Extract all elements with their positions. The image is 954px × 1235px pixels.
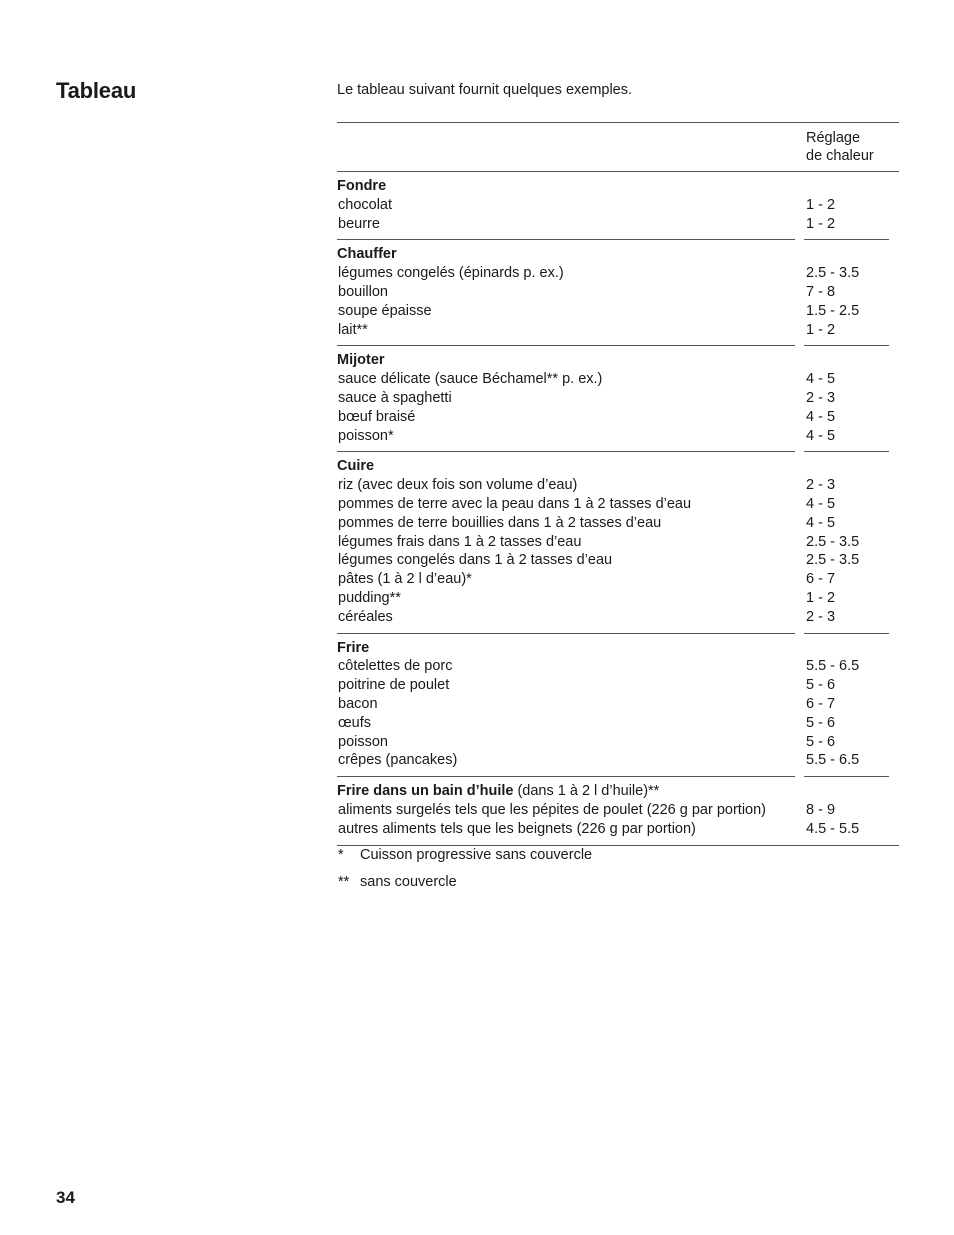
group-title: Fondre [337, 178, 387, 194]
food-item: aliments surgelés tels que les pépites de poulet (226 g par portion) [338, 801, 767, 818]
table-row [337, 533, 899, 552]
table-row [337, 389, 899, 408]
table-row [337, 283, 899, 302]
food-item: beurre [338, 215, 380, 232]
heat-setting-value: 5 - 6 [806, 677, 836, 694]
heat-setting-value: 5 - 6 [806, 714, 836, 731]
table-group [337, 346, 899, 451]
heat-setting-value: 2.5 - 3.5 [806, 533, 860, 550]
table-row [337, 657, 899, 676]
food-item: légumes congelés dans 1 à 2 tasses d’eau [338, 552, 613, 569]
heat-setting-value: 4 - 5 [806, 514, 836, 531]
group-title: Chauffer [337, 246, 397, 263]
heat-setting-value: 4 - 5 [806, 408, 836, 425]
food-item: côtelettes de porc [338, 658, 453, 675]
group-heading [337, 782, 899, 801]
table-group [337, 634, 899, 777]
table-row [337, 427, 899, 446]
table-row [337, 751, 899, 770]
table-row [337, 264, 899, 283]
group-title: Frire [337, 639, 370, 656]
food-item: autres aliments tels que les beignets (226 g par portion) [338, 820, 696, 837]
heat-setting-value: 5.5 - 6.5 [806, 752, 860, 769]
heat-setting-value: 2 - 3 [806, 389, 836, 406]
heat-setting-value: 2.5 - 3.5 [806, 265, 860, 282]
heat-setting-value: 4.5 - 5.5 [806, 820, 860, 837]
heat-setting-value: 2.5 - 3.5 [806, 552, 860, 569]
table-row [337, 608, 899, 627]
food-item: poisson [338, 733, 388, 750]
header-line-2: de chaleur [806, 148, 874, 164]
table-row [337, 476, 899, 495]
table-body [337, 172, 899, 846]
food-item: chocolat [338, 196, 393, 213]
intro-text: Le tableau suivant fournit quelques exemples. [337, 82, 633, 98]
heat-setting-value: 8 - 9 [806, 801, 836, 818]
food-item: pommes de terre avec la peau dans 1 à 2 tasses d’eau [338, 495, 692, 512]
table-row [337, 676, 899, 695]
table-row [337, 514, 899, 533]
section-title: Tableau [56, 78, 137, 103]
table-row [337, 820, 899, 839]
food-item: pudding** [338, 589, 401, 606]
group-heading [337, 177, 899, 196]
table-group [337, 240, 899, 345]
food-item: soupe épaisse [338, 302, 432, 319]
group-heading [337, 639, 899, 658]
heat-setting-value: 1 - 2 [806, 321, 836, 338]
group-title: Cuire [337, 458, 375, 475]
food-item: lait** [338, 321, 368, 338]
table-row [337, 215, 899, 234]
table-row [337, 408, 899, 427]
header-line-1: Réglage [806, 130, 861, 146]
food-item: légumes congelés (épinards p. ex.) [338, 265, 564, 282]
table-row [337, 551, 899, 570]
heat-setting-value: 6 - 7 [806, 571, 836, 588]
group-title: Mijoter [337, 352, 385, 369]
table-row [337, 589, 899, 608]
food-item: bouillon [338, 283, 388, 300]
food-item: pommes de terre bouillies dans 1 à 2 tasses d’eau [338, 514, 662, 531]
table-row [337, 801, 899, 820]
food-item: sauce à spaghetti [338, 389, 452, 406]
heat-setting-value: 5 - 6 [806, 733, 836, 750]
table-row [337, 733, 899, 752]
group-title: Frire dans un bain d’huile [337, 783, 514, 800]
table-row [337, 370, 899, 389]
food-item: œufs [338, 714, 372, 731]
heat-setting-column-header [806, 129, 874, 165]
food-item: bacon [338, 695, 378, 712]
food-item: bœuf braisé [338, 408, 416, 425]
footnote-text: sans couvercle [360, 874, 457, 890]
heat-setting-value: 1 - 2 [806, 215, 836, 232]
page-number: 34 [56, 1188, 75, 1207]
heat-setting-value: 1 - 2 [806, 196, 836, 213]
food-item: légumes frais dans 1 à 2 tasses d’eau [338, 533, 582, 550]
table-row [337, 302, 899, 321]
heat-settings-table [337, 122, 899, 846]
heat-setting-value: 7 - 8 [806, 283, 836, 300]
table-row [337, 196, 899, 215]
food-item: pâtes (1 à 2 l d’eau)* [338, 571, 472, 588]
group-heading [337, 351, 899, 370]
table-row [337, 714, 899, 733]
heat-setting-value: 1.5 - 2.5 [806, 302, 860, 319]
food-item: céréales [338, 608, 393, 625]
food-item: sauce délicate (sauce Béchamel** p. ex.) [338, 371, 603, 388]
group-heading [337, 457, 899, 476]
table-row [337, 495, 899, 514]
table-row [337, 321, 899, 340]
heat-setting-value: 4 - 5 [806, 371, 836, 388]
group-note: (dans 1 à 2 l d’huile)** [513, 783, 660, 800]
table-group [337, 452, 899, 632]
footnote-text: Cuisson progressive sans couvercle [360, 847, 593, 863]
heat-setting-value: 6 - 7 [806, 695, 836, 712]
heat-setting-value: 4 - 5 [806, 427, 836, 444]
heat-setting-value: 4 - 5 [806, 495, 836, 512]
heat-setting-value: 2 - 3 [806, 477, 836, 494]
table-row [337, 695, 899, 714]
food-item: riz (avec deux fois son volume d’eau) [338, 477, 578, 494]
table-group [337, 172, 899, 239]
table-group [337, 777, 899, 844]
footnote-mark: * [338, 847, 344, 863]
food-item: poisson* [338, 427, 394, 444]
heat-setting-value: 2 - 3 [806, 608, 836, 625]
group-heading [337, 245, 899, 264]
heat-setting-value: 5.5 - 6.5 [806, 658, 860, 675]
footnote-mark: ** [338, 874, 350, 890]
table-row [337, 570, 899, 589]
food-item: poitrine de poulet [338, 677, 450, 694]
heat-setting-value: 1 - 2 [806, 589, 836, 606]
table-header [337, 123, 899, 171]
food-item: crêpes (pancakes) [338, 752, 458, 769]
